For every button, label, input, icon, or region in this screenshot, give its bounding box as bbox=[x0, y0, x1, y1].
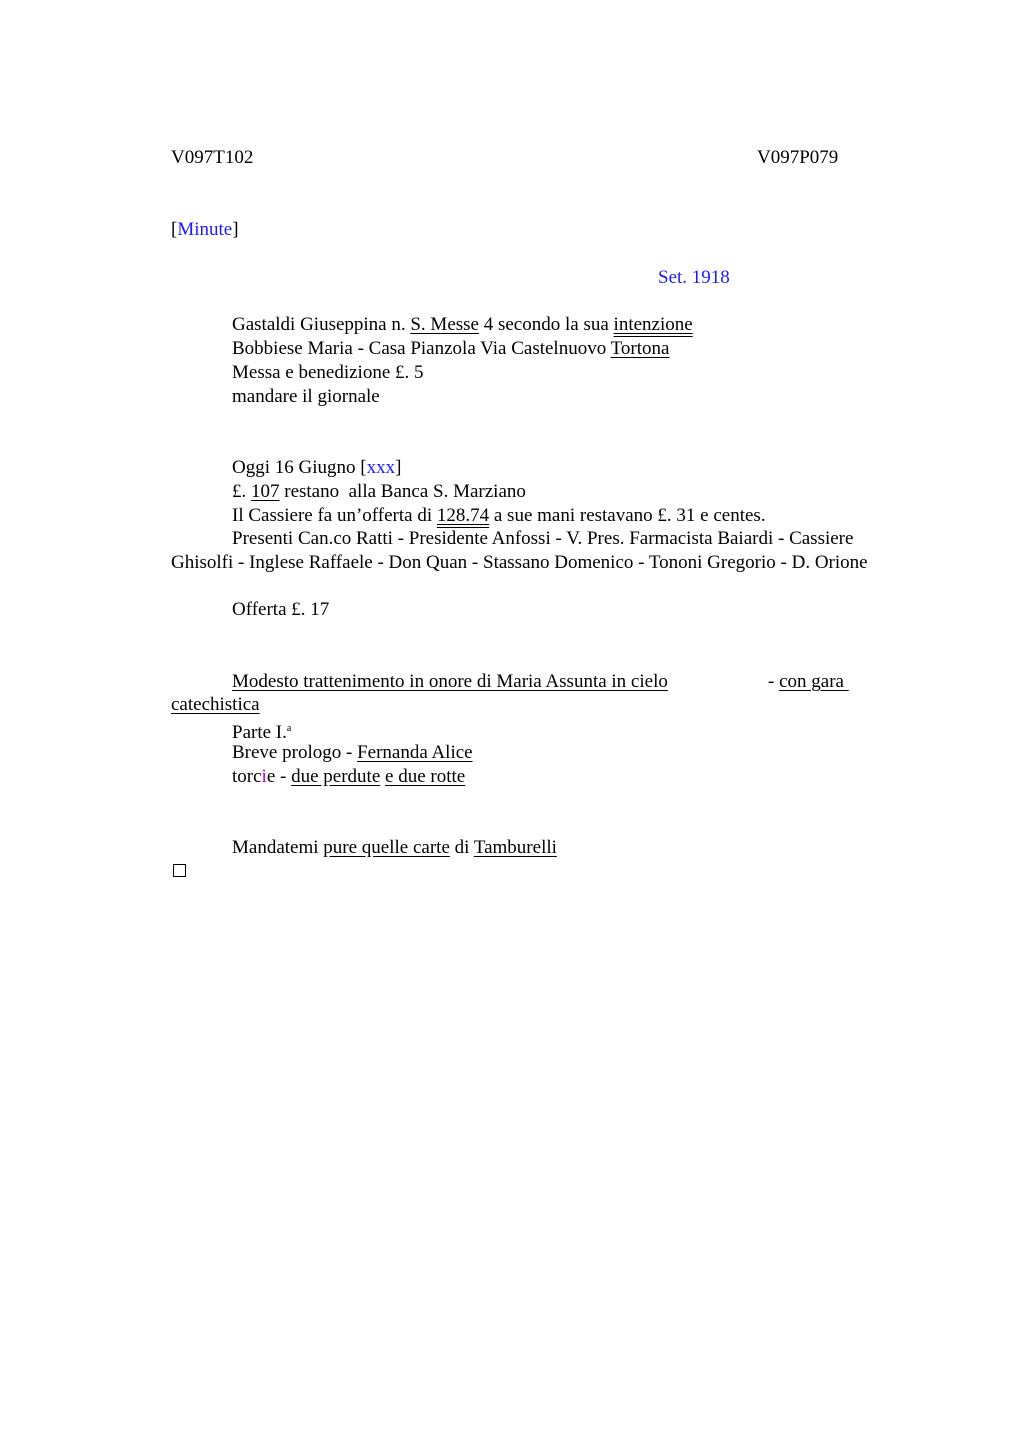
entry-parte: Parte I.$^a$ bbox=[232, 722, 292, 743]
entry-oggi: Oggi 16 Giugno [xxx] bbox=[232, 457, 402, 478]
entry-giornale: mandare il giornale bbox=[232, 386, 380, 407]
entry-gastaldi: Gastaldi Giuseppina n. S. Messe 4 secondo la sua intenzione bbox=[232, 314, 693, 335]
entry-bobbiese: Bobbiese Maria - Casa Pianzola Via Castelnuovo Tortona bbox=[232, 338, 670, 359]
entry-mandatemi: Mandatemi pure quelle carte di Tamburelli bbox=[232, 837, 557, 858]
document-code-left: V097T102 bbox=[171, 147, 254, 168]
document-type: [Minute] bbox=[171, 219, 239, 240]
entry-banca: £. 107 restano alla Banca S. Marziano bbox=[232, 481, 526, 502]
entry-torcie: torcie - due perdute e due rotte bbox=[232, 766, 466, 787]
entry-gara: - con gara bbox=[768, 671, 849, 692]
entry-trattenimento-title: Modesto trattenimento in onore di Maria Assunta in cielo bbox=[232, 671, 668, 692]
entry-messa: Messa e benedizione £. 5 bbox=[232, 362, 424, 383]
entry-offerta: Offerta £. 17 bbox=[232, 599, 330, 620]
end-marker-checkbox-icon bbox=[173, 864, 186, 877]
document-code-right: V097P079 bbox=[757, 147, 839, 168]
entry-cassiere: Il Cassiere fa un’offerta di 128.74 a sue mani restavano £. 31 e centes. bbox=[232, 505, 766, 526]
entry-prologo: Breve prologo - Fernanda Alice bbox=[232, 742, 473, 763]
entry-gara-continued: catechistica bbox=[171, 694, 260, 715]
entry-presenti: Presenti Can.co Ratti - Presidente Anfossi - V. Pres. Farmacista Baiardi - Cassiere Ghisolfi - Inglese Raffaele - Don Quan - Stassano Domenico - Tononi Gregorio - D. Orione bbox=[171, 528, 868, 573]
document-type-label: Minute bbox=[177, 219, 233, 240]
document-date: Set. 1918 bbox=[658, 267, 730, 288]
